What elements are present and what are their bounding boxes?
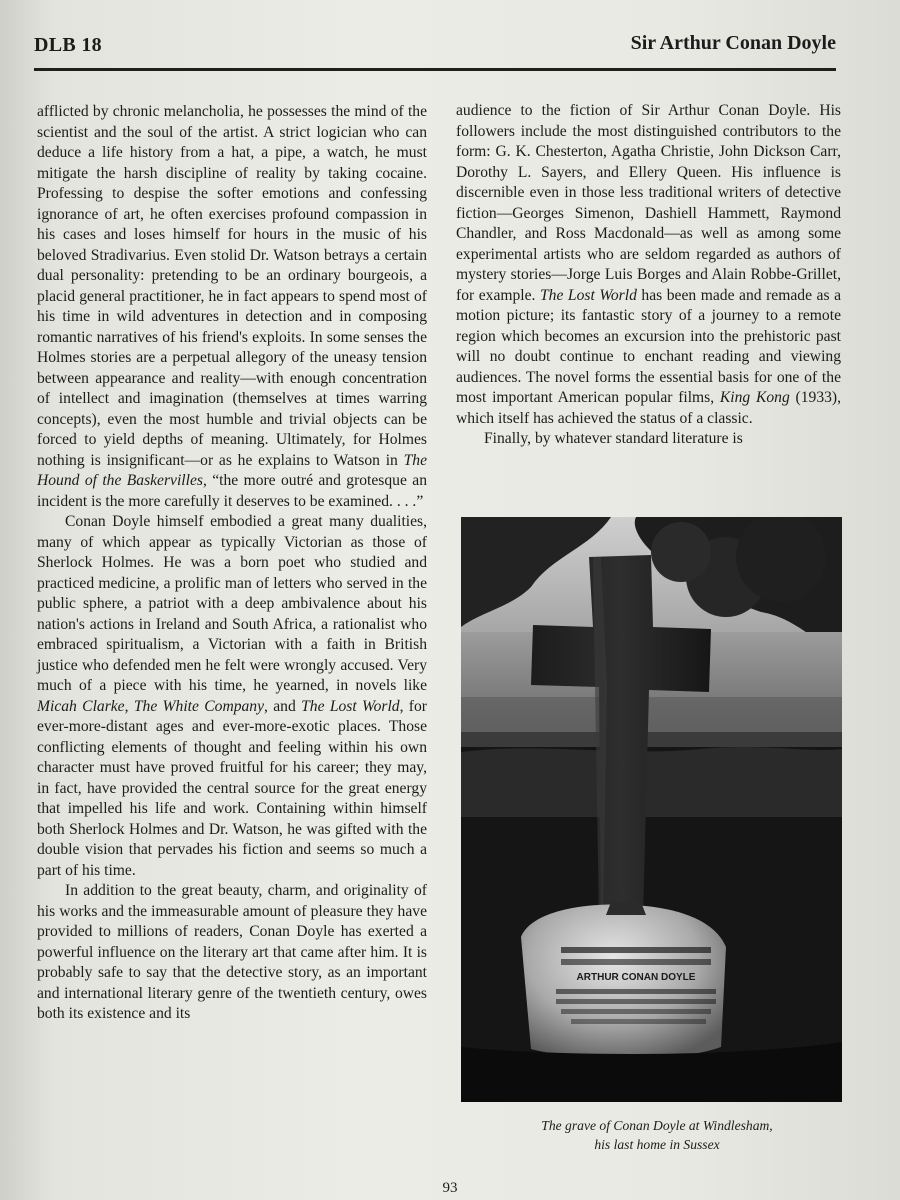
stone-inscription: ARTHUR CONAN DOYLE bbox=[576, 972, 696, 983]
grave-photo-illustration bbox=[461, 517, 842, 1102]
italic-title-lost-world: The Lost World bbox=[301, 697, 400, 715]
figure-caption bbox=[461, 1116, 853, 1154]
italic-title-micah-clarke: Micah Clarke bbox=[37, 697, 125, 715]
running-head-series: DLB 18 bbox=[34, 34, 102, 56]
right-column bbox=[456, 101, 841, 450]
right-paragraph-1 bbox=[456, 101, 841, 429]
grave-photograph bbox=[461, 517, 842, 1102]
right-paragraph-2: Finally, by whatever standard literature is bbox=[484, 430, 743, 447]
text-run: , for ever-more-distant ages and ever-more-exotic places. Those conflicting elements of thought and feeling within his own character must have proved fruitful for his career; they may, in fact, have provided the central source for the great energy that impelled his life and work. Containing within himself both Sherlock Holmes and Dr. Watson, he was gifted with the double vision that pervades his fiction and seems so much a part of his time. bbox=[37, 697, 427, 879]
text-run: has been made and remade as a motion picture; its fantastic story of a journey to a remote region which becomes an excursion into the prehistoric past will no doubt continue to enchant reading and viewing audiences. The novel forms the essential basis for one of the most important American popular films, bbox=[456, 286, 841, 406]
text-run: afflicted by chronic melancholia, he possesses the mind of the scientist and the soul of the artist. A strict logician who can deduce a life history from a hat, a pipe, a watch, he must mitigate the harsh discipline of reality by taking cocaine. Professing to despise the softer emotions and confessing ignorance of art, he often exercises profound compassion in his cases and loses himself for hours in the music of his beloved Stradivarius. Even stolid Dr. Watson betrays a certain dual personality: pretending to be an ordinary bourgeois, a placid general practitioner, he in fact appears to spend most of his time in wild adventures in detection and in composing romantic narratives of his friend's exploits. In some senses the Holmes stories are a perpetual allegory of the uneasy tension between appearance and reality—with enough concentration of intellect and imagination (themselves at times warring concepts), even the most humble and trivial objects can be forced to yield depths of meaning. Ultimately, for Holmes nothing is insignificant—or as he explains to Watson in bbox=[37, 103, 427, 469]
left-paragraph-2 bbox=[37, 512, 427, 881]
italic-title-hound: The Hound of the Baskervilles bbox=[37, 451, 427, 489]
text-run: , and bbox=[264, 697, 302, 715]
text-run: (1933), which itself has achieved the status of a classic. bbox=[456, 389, 841, 427]
text-run: , bbox=[124, 697, 134, 715]
italic-title-white-company: The White Company bbox=[133, 697, 265, 715]
caption-line-2: his last home in Sussex bbox=[594, 1137, 720, 1152]
left-column bbox=[37, 102, 427, 1025]
caption-line-1: The grave of Conan Doyle at Windlesham, bbox=[541, 1118, 773, 1133]
left-paragraph-1 bbox=[37, 102, 427, 512]
running-head bbox=[34, 30, 836, 71]
italic-title-king-kong: King Kong bbox=[719, 389, 790, 406]
running-head-title: Sir Arthur Conan Doyle bbox=[630, 32, 836, 54]
page-number: 93 bbox=[442, 1180, 458, 1196]
text-run: , “the more outré and grotesque an incident is the more carefully it deserves to be examined. . . .” bbox=[37, 472, 427, 510]
left-paragraph-3: In addition to the great beauty, charm, and originality of his works and the immeasurable amount of pleasure they have provided to millions of readers, Conan Doyle has exerted a powerful influence on the literary art that came after him. It is probably safe to say that the detective story, as an important and international literary genre of the twentieth century, owes both its existence and its bbox=[37, 882, 427, 1022]
text-run: audience to the fiction of Sir Arthur Conan Doyle. His followers include the most distinguished contributors to the form: G. K. Chesterton, Agatha Christie, John Dickson Carr, Dorothy L. Sayers, and Ellery Queen. His influence is discernible even in those less traditional writers of detective fiction—Georges Simenon, Dashiell Hammett, Raymond Chandler, and Ross Macdonald—as well as among some experimental artists who are seldom regarded as authors of mystery stories—Jorge Luis Borges and Alain Robbe-Grillet, for example. bbox=[456, 102, 841, 304]
text-run: Conan Doyle himself embodied a great many dualities, many of which appear as typically Victorian as those of Sherlock Holmes. He was a born poet who studied and practiced medicine, a prolific man of letters who served in the public sphere, a patriot with a deep ambivalence about his nation's actions in Ireland and South Africa, a rationalist who embraced spiritualism, a Victorian with a faith in British justice who defended men he felt were wrongly accused. Very much of a piece with his time, he yearned, in novels like bbox=[37, 513, 427, 694]
italic-title-lost-world: The Lost World bbox=[539, 286, 637, 304]
